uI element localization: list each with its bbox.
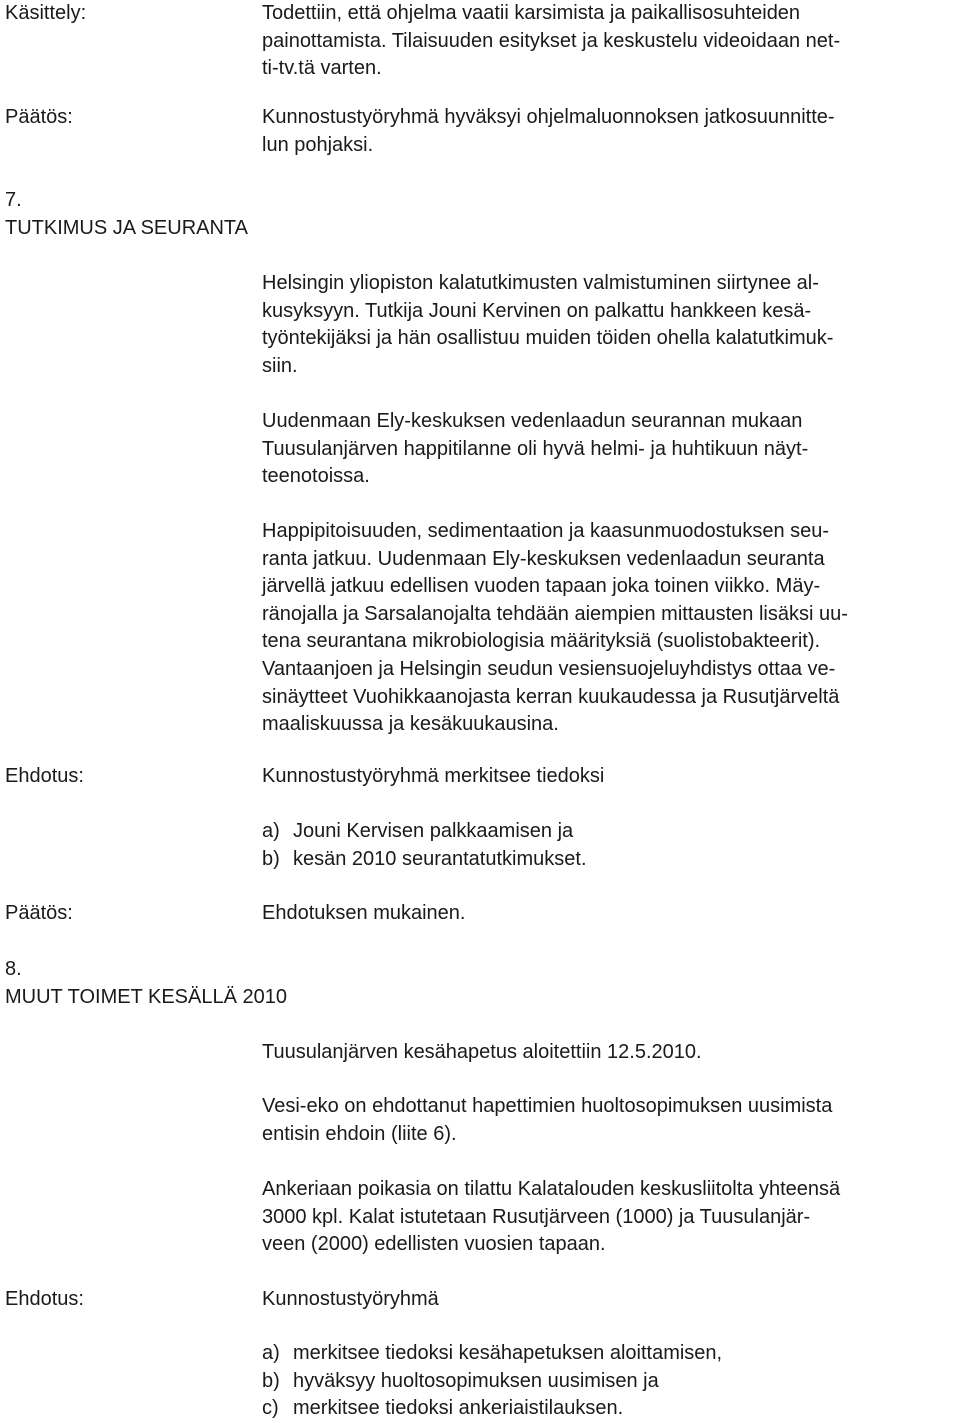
ehdotus-list (262, 818, 960, 873)
ehdotus-label: Ehdotus: (5, 765, 84, 787)
text-line: painottamista. Tilaisuuden esitykset ja keskustelu videoidaan net- (262, 29, 841, 52)
text-line: ränojalla ja Sarsalanojalta tehdään aiempien mittausten lisäksi uu- (262, 602, 848, 625)
text-line: ranta jatkuu. Uudenmaan Ely-keskuksen vedenlaadun seuranta (262, 547, 825, 570)
text-line: tena seurantana mikrobiologisia määrityksiä (suolistobakteerit). (262, 630, 821, 653)
list-item (262, 1368, 960, 1396)
text-line: Kunnostustyöryhmä hyväksyi ohjelmaluonnoksen jatkosuunnitte- (262, 106, 835, 128)
list-marker: b) (262, 1369, 280, 1392)
text-line: Vantaanjoen ja Helsingin seudun vesiensuojeluyhdistys ottaa ve- (262, 657, 836, 680)
paatos-text: Ehdotuksen mukainen. (262, 902, 466, 924)
text-line: työntekijäksi ja hän osallistuu muiden töiden ohella kalatutkimuk- (262, 327, 834, 350)
text-line: Todettiin, että ohjelma vaatii karsimista ja paikallisosuhteiden (262, 2, 801, 24)
list-marker: a) (262, 1342, 280, 1364)
section-7-paragraph (262, 408, 960, 491)
list-marker: b) (262, 847, 280, 870)
list-item-text: hyväksyy huoltosopimuksen uusimisen ja (293, 1369, 659, 1392)
section-8-paragraph (262, 1039, 960, 1067)
kasittely-text (262, 0, 960, 83)
text-line: 3000 kpl. Kalat istutetaan Rusutjärveen (1000) ja Tuusulanjär- (262, 1205, 811, 1228)
text-line: Tuusulanjärven happitilanne oli hyvä helmi- ja huhtikuun näyt- (262, 437, 809, 460)
list-item-text: Jouni Kervisen palkkaamisen ja (293, 820, 574, 842)
text-line: maaliskuussa ja kesäkuukausina. (262, 713, 559, 736)
kasittely-label: Käsittely: (5, 2, 87, 24)
text-line: Ankeriaan poikasia on tilattu Kalatalouden keskusliitolta yhteensä (262, 1178, 841, 1200)
text-line: lun pohjaksi. (262, 133, 374, 156)
ehdotus-text: Kunnostustyöryhmä merkitsee tiedoksi (262, 765, 605, 787)
paatos-text (262, 104, 960, 159)
paatos-label: Päätös: (5, 902, 73, 924)
list-item-text: merkitsee tiedoksi kesähapetuksen aloittamisen, (293, 1342, 723, 1364)
list-item-text: merkitsee tiedoksi ankeriaistilauksen. (293, 1397, 624, 1420)
text-line: siin. (262, 354, 298, 377)
list-item (262, 1395, 960, 1423)
section-7-heading (5, 187, 248, 242)
text-line: Happipitoisuuden, sedimentaation ja kaasunmuodostuksen seu- (262, 520, 830, 542)
list-item-text: kesän 2010 seurantatutkimukset. (293, 847, 587, 870)
list-item (262, 846, 960, 874)
section-number: 7. (5, 189, 22, 211)
text-line: Uudenmaan Ely-keskuksen vedenlaadun seurannan mukaan (262, 410, 803, 432)
text-line: ti-tv.tä varten. (262, 57, 382, 80)
section-title: TUTKIMUS JA SEURANTA (5, 216, 248, 239)
text-line: järvellä jatkuu edellisen vuoden tapaan joka toinen viikko. Mäy- (262, 575, 821, 598)
list-marker: c) (262, 1397, 279, 1420)
text-line: kusyksyyn. Tutkija Jouni Kervinen on palkattu hankkeen kesä- (262, 299, 812, 322)
list-item (262, 818, 960, 846)
list-marker: a) (262, 820, 280, 842)
text-line: sinäytteet Vuohikkaanojasta kerran kuukaudessa ja Rusutjärveltä (262, 685, 840, 708)
section-7-paragraph (262, 518, 960, 739)
section-8-heading (5, 956, 287, 1011)
section-title: MUUT TOIMET KESÄLLÄ 2010 (5, 985, 287, 1008)
paatos-label: Päätös: (5, 106, 73, 128)
text-line: veen (2000) edellisten vuosien tapaan. (262, 1233, 606, 1256)
text-line: entisin ehdoin (liite 6). (262, 1122, 457, 1145)
text-line: Helsingin yliopiston kalatutkimusten valmistuminen siirtynee al- (262, 272, 819, 294)
list-item (262, 1340, 960, 1368)
section-7-paragraph (262, 270, 960, 380)
text-line: teenotoissa. (262, 465, 370, 488)
section-8-paragraph (262, 1093, 960, 1148)
ehdotus-list (262, 1340, 960, 1423)
section-number: 8. (5, 958, 22, 980)
section-8-paragraph (262, 1176, 960, 1259)
ehdotus-label: Ehdotus: (5, 1288, 84, 1310)
text-line: Tuusulanjärven kesähapetus aloitettiin 12.5.2010. (262, 1041, 702, 1063)
text-line: Vesi-eko on ehdottanut hapettimien huoltosopimuksen uusimista (262, 1095, 833, 1117)
ehdotus-text: Kunnostustyöryhmä (262, 1288, 439, 1310)
